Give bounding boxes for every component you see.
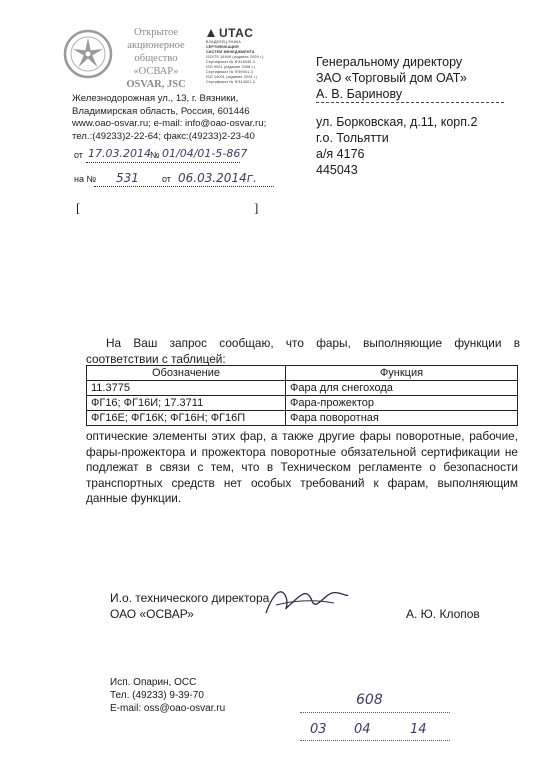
executor-line: Исп. Опарин, ОСС: [110, 677, 197, 688]
handwritten-signature: [262, 583, 352, 621]
utac-mark-icon: [206, 28, 216, 38]
recipient-line: А. В. Баринову: [316, 87, 403, 101]
body-paragraph: оптические элементы этих фар, а также другие фары поворотные, рабочие, фары-прожектора и прожектора поворотные обязательной сертификации не подлежат в связи с тем, что в Техническом регламенте о безопасности транспортных средств нет особых требований к фарам, выполняющим данные функции.: [86, 429, 518, 505]
subject-bracket-left: [: [76, 200, 81, 215]
company-address: [72, 93, 266, 143]
address-line: тел.:(49233)2-22-64; факс:(49233)2-23-40: [72, 130, 255, 142]
reply-number: 531: [116, 171, 139, 185]
table-cell: Фара-прожектор: [286, 396, 518, 411]
table-header: Функция: [286, 366, 518, 381]
address-line: www.oao-osvar.ru; e-mail: info@oao-osvar.ru;: [72, 118, 267, 129]
recipient-address-line: ул. Борковская, д.11, корп.2: [316, 115, 478, 129]
outgoing-date: 17.03.2014: [88, 147, 151, 160]
incoming-month: 04: [354, 722, 371, 737]
company-line: акционерное: [127, 40, 185, 51]
cert-line: СЕРТИФИКАЦИЯ: [206, 45, 239, 49]
cert-line: Сертификат № ФЭ9001-3: [206, 70, 253, 74]
reply-from-label: от: [162, 174, 171, 184]
incoming-number: 608: [356, 692, 383, 708]
cert-line: ISO 14001 (издание 2004 г.): [206, 75, 258, 79]
recipient-address-line: а/я 4176: [316, 147, 365, 161]
date-underline: [86, 162, 240, 163]
cert-line: ВЛАДЕЛЕЦ ЗНАКА: [206, 40, 241, 44]
company-name: [120, 26, 192, 91]
body-intro: [86, 336, 520, 367]
incoming-year: 14: [410, 722, 427, 737]
cert-line: СИСТЕМ МЕНЕДЖМЕНТА: [206, 50, 255, 54]
table-cell: 11.3775: [87, 381, 286, 396]
executor-line: E-mail: oss@oao-osvar.ru: [110, 703, 226, 714]
table-cell: ФГ16; ФГ16И; 17.3711: [87, 396, 286, 411]
table-row: [87, 411, 518, 426]
company-line: Открытое: [133, 27, 179, 38]
cert-line: ISO/TS 16949 (издание 2009 г.): [206, 55, 264, 59]
table-cell: ФГ16Е; ФГ16К; ФГ16Н; ФГ16П: [87, 411, 286, 426]
recipient-line: ЗАО «Торговый дом ОАТ»: [316, 71, 467, 85]
signatory-title-line: И.о. технического директора: [110, 591, 270, 605]
osvar-logo-icon: [62, 28, 114, 80]
recipient-address: [316, 114, 477, 178]
address-line: Владимирская область, Россия, 601446: [72, 105, 250, 117]
from-label: от: [74, 150, 83, 160]
table-cell: Фара для снегохода: [286, 381, 518, 396]
recipient-address-line: 445043: [316, 163, 358, 177]
company-line: OSVAR, JSC: [126, 79, 186, 90]
recipient-address-line: г.о. Тольятти: [316, 131, 389, 145]
cert-line: ISO 9001 (издание 2008 г.): [206, 65, 256, 69]
utac-label: UTAC: [219, 26, 254, 40]
outgoing-number: 01/04/01-5-867: [162, 147, 248, 160]
recipient-line: Генеральному директору: [316, 55, 463, 69]
cert-line: Сертификат № ФЭ16949-3: [206, 60, 256, 64]
company-line: общество: [134, 53, 178, 64]
stamp-underline: [300, 712, 450, 713]
intro-text: На Ваш запрос сообщаю, что фары, выполняющие функции в соответствии с таблицей:: [86, 336, 520, 366]
table-header: Обозначение: [87, 366, 286, 381]
incoming-day: 03: [310, 722, 327, 737]
reply-number-label: на №: [74, 174, 97, 184]
reply-underline: [94, 186, 274, 187]
table-row: [87, 381, 518, 396]
certification-block: [206, 26, 264, 85]
signatory-title-line: ОАО «ОСВАР»: [110, 607, 194, 621]
table-header-row: [87, 366, 518, 381]
reply-reg-line: [74, 171, 257, 185]
reply-date: 06.03.2014г.: [178, 171, 257, 185]
executor-block: [110, 676, 225, 715]
table-cell: Фара поворотная: [286, 411, 518, 426]
cert-line: Сертификат № ФЭ14001-3: [206, 80, 256, 84]
stamp-date-underline: [300, 740, 450, 741]
recipient-divider: [316, 102, 504, 103]
utac-brand: [206, 26, 264, 40]
signatory-title: [110, 590, 269, 622]
signatory-name: А. Ю. Клопов: [406, 607, 480, 621]
executor-line: Тел. (49233) 9-39-70: [110, 690, 204, 701]
table-row: [87, 396, 518, 411]
subject-bracket-right: ]: [254, 200, 259, 215]
recipient-block: [316, 54, 467, 102]
headlamp-table: [86, 365, 518, 426]
address-line: Железнодорожная ул., 13, г. Вязники,: [72, 93, 239, 104]
company-line: «ОСВАР»: [133, 66, 179, 77]
outgoing-reg-line: [74, 147, 248, 160]
number-label: №: [150, 150, 160, 160]
